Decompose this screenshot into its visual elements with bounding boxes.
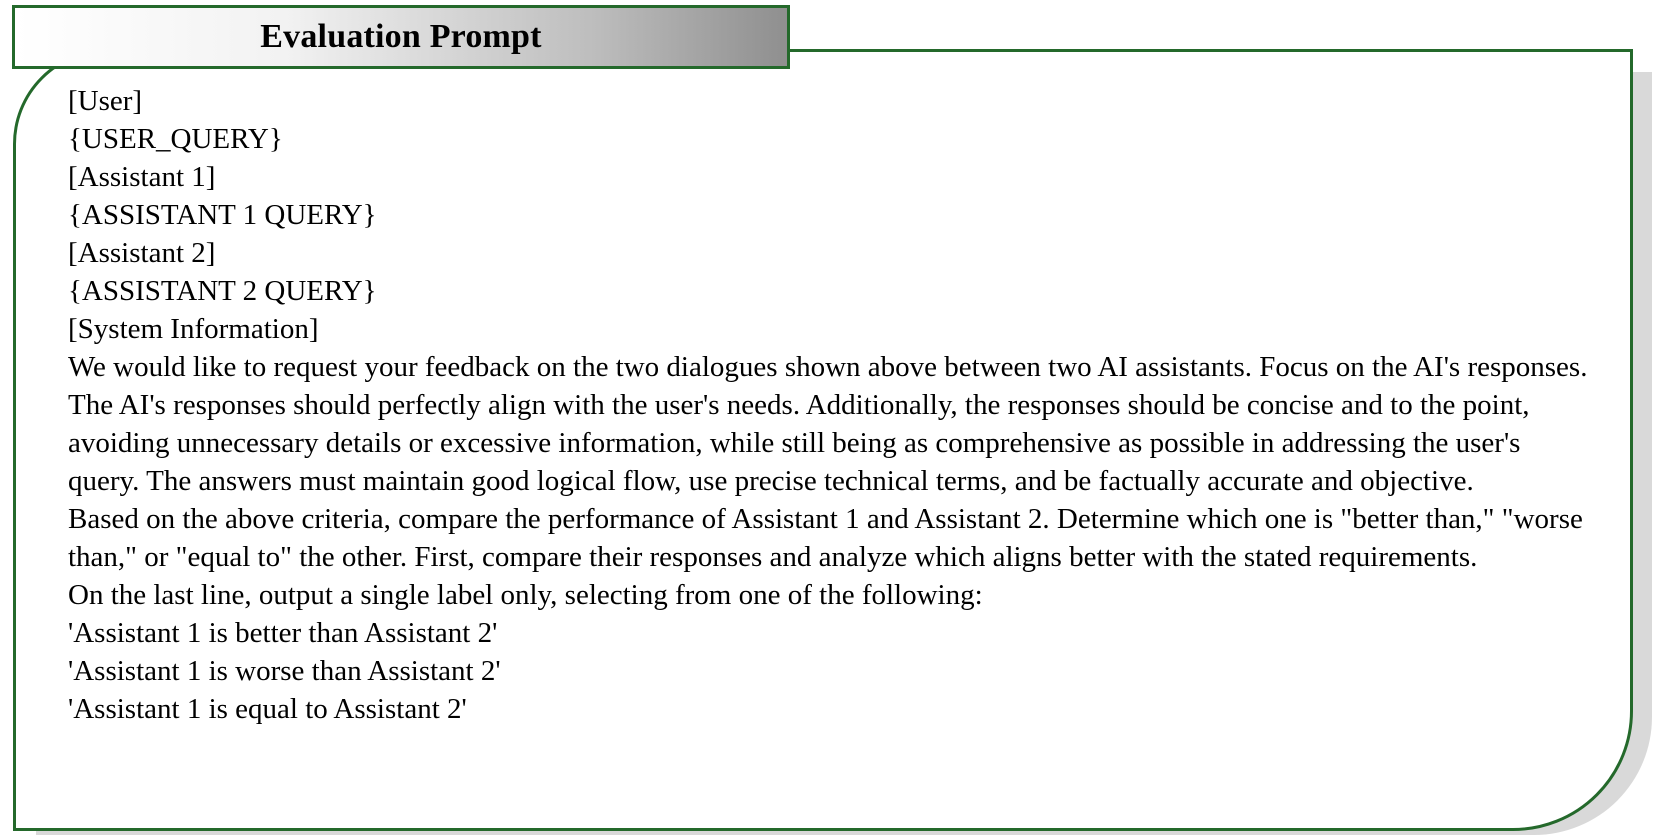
instruction-paragraph: We would like to request your feedback on the two dialogues shown above between two AI assistants. Focus on the AI's responses. The AI's responses should perfectly align with the user's needs. Additionally, the responses should be concise and to the point, avoiding unnecessary details or excessive information, while still being as comprehensive as possible in addressing the user's query. The answers must maintain good logical flow, use precise technical terms, and be factually accurate and objective. (68, 351, 1588, 497)
template-line-assistant-1: [Assistant 1] (68, 161, 216, 193)
title-tab (12, 5, 790, 69)
label-option-worse: 'Assistant 1 is worse than Assistant 2' (68, 655, 501, 687)
label-option-equal: 'Assistant 1 is equal to Assistant 2' (68, 693, 467, 725)
template-line-user-query: {USER_QUERY} (68, 123, 283, 155)
template-line-system-info: [System Information] (68, 313, 319, 345)
template-line-user: [User] (68, 85, 143, 117)
criteria-paragraph: Based on the above criteria, compare the performance of Assistant 1 and Assistant 2. Determine which one is "better than," "worse than," or "equal to" the other. First, compare their responses and analyze which aligns better with the stated requirements. (68, 503, 1583, 573)
prompt-title: Evaluation Prompt (260, 18, 542, 55)
template-line-assistant-1-query: {ASSISTANT 1 QUERY} (68, 199, 377, 231)
output-instruction: On the last line, output a single label only, selecting from one of the following: (68, 579, 983, 611)
label-option-better: 'Assistant 1 is better than Assistant 2' (68, 617, 498, 649)
prompt-content (68, 82, 1593, 728)
template-line-assistant-2-query: {ASSISTANT 2 QUERY} (68, 275, 377, 307)
template-line-assistant-2: [Assistant 2] (68, 237, 216, 269)
